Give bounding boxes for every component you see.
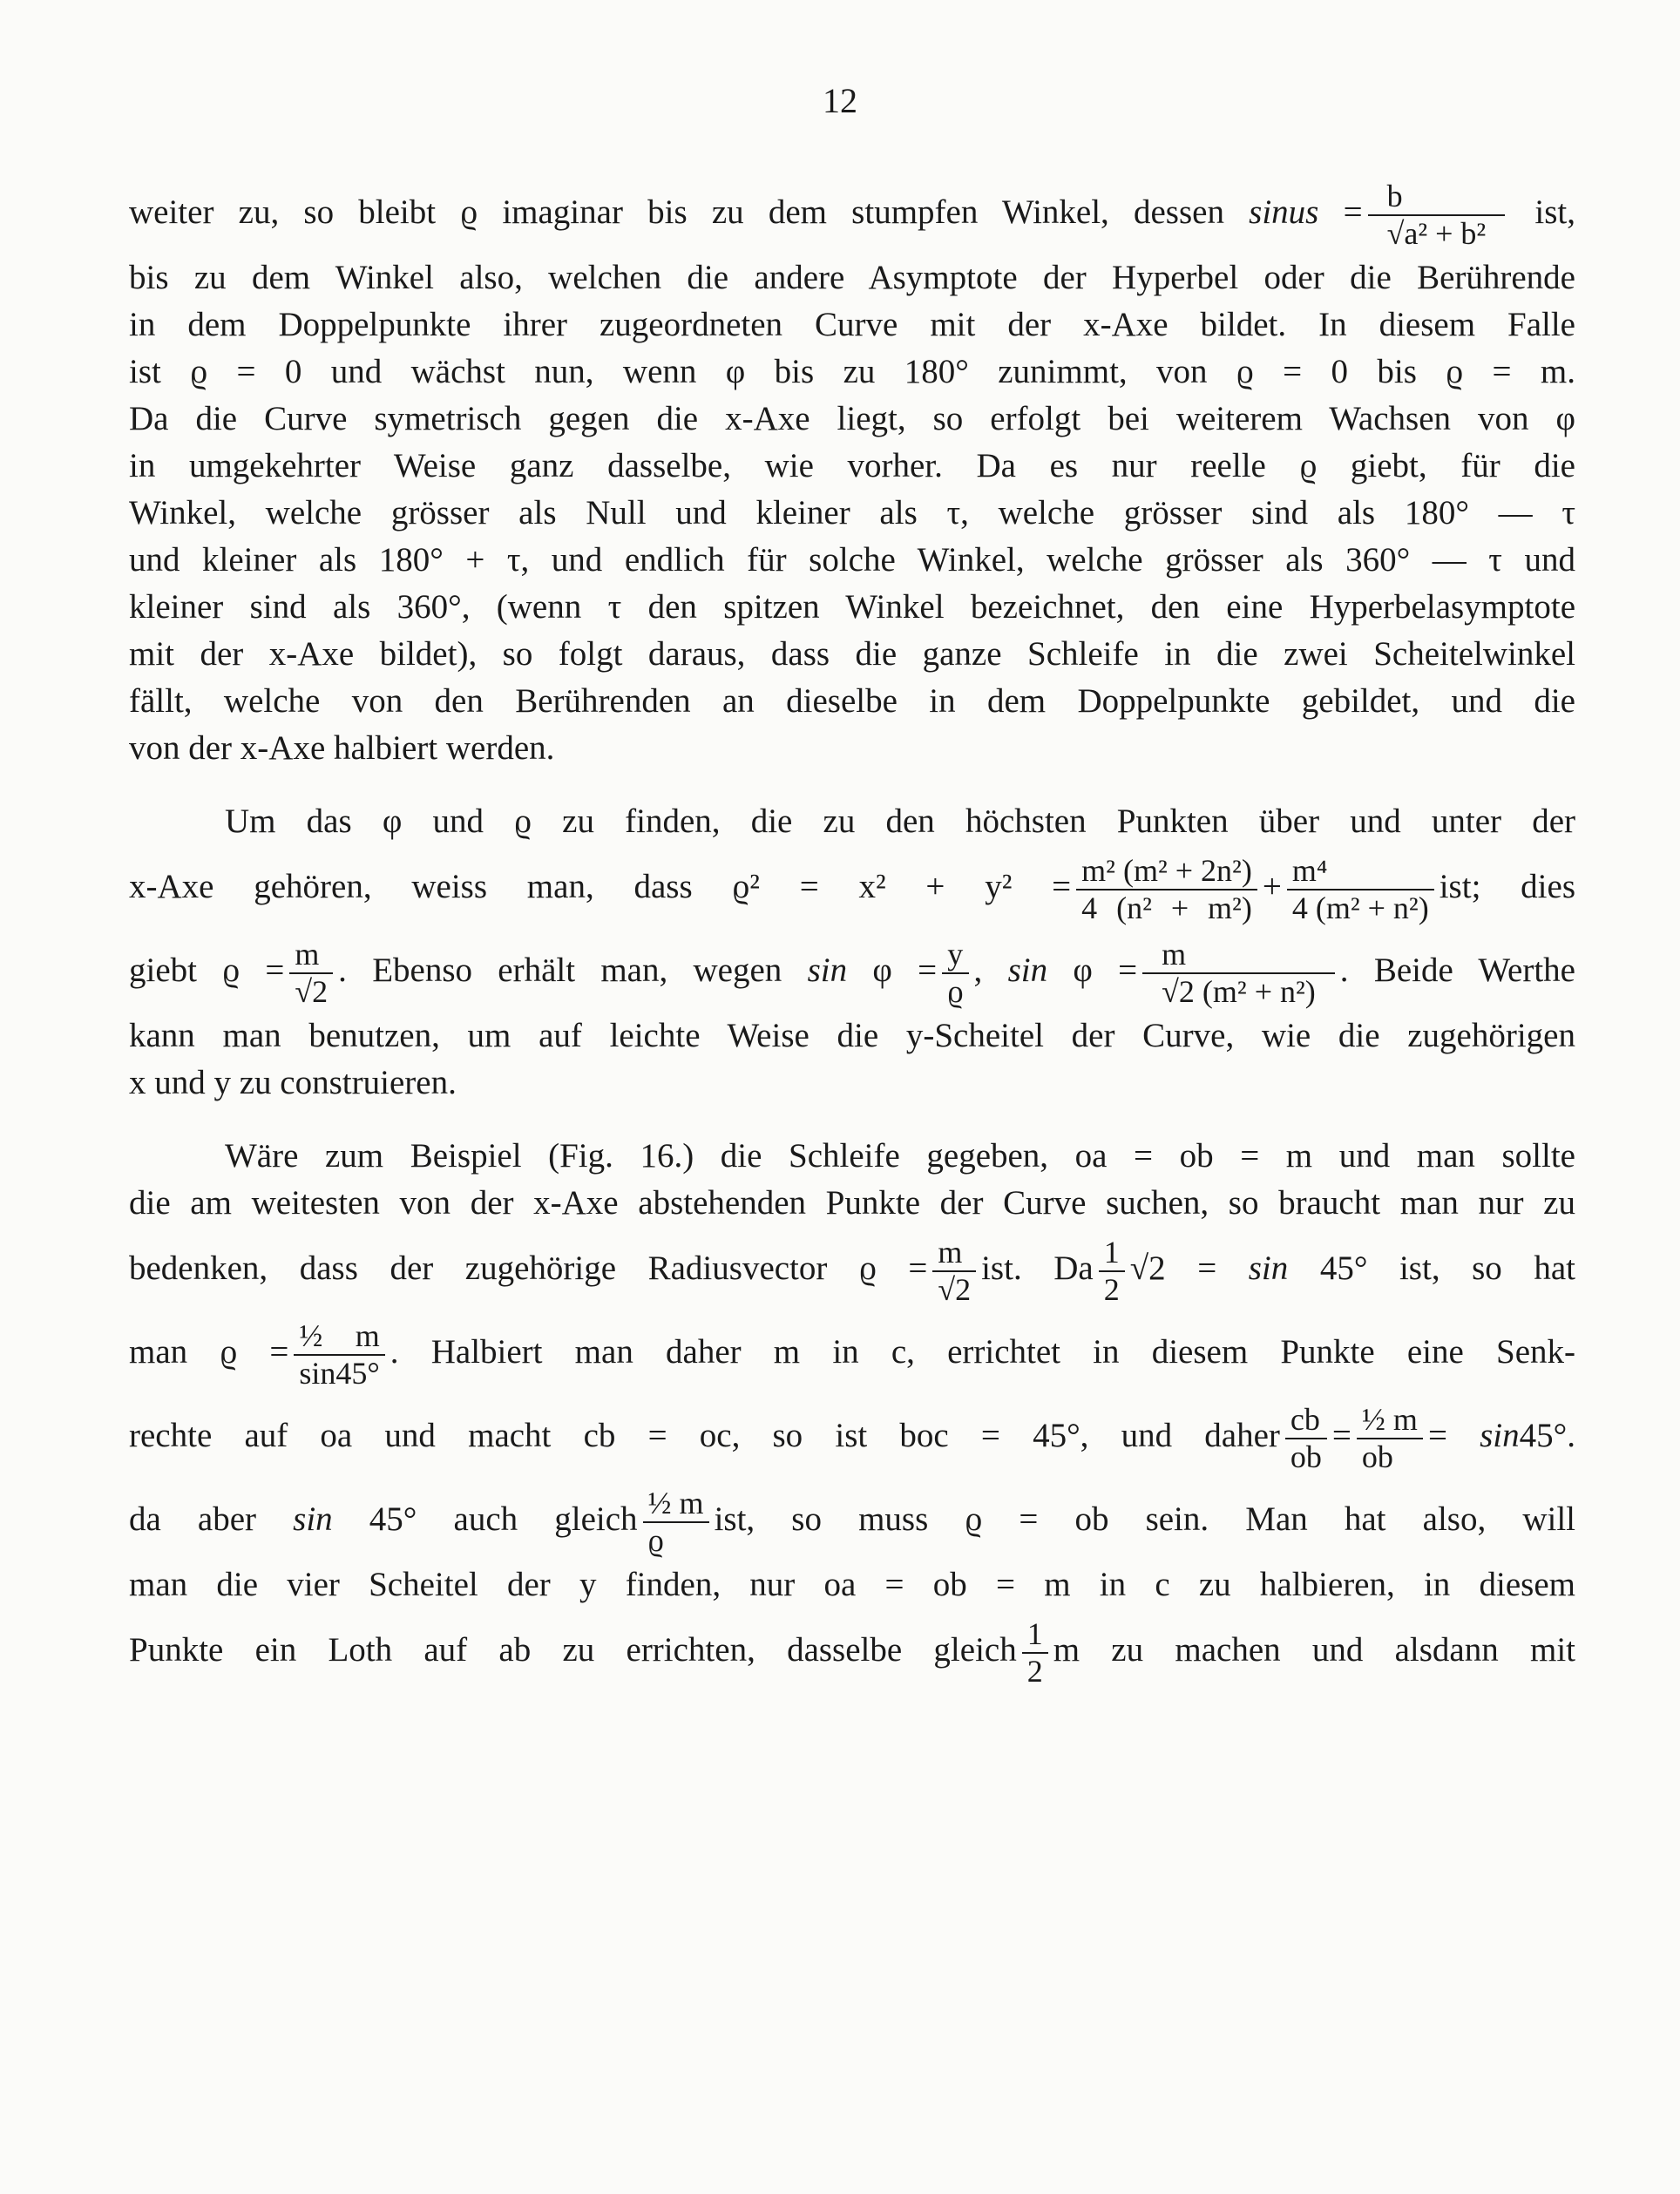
line-10: mit der x-Axe bildet), so folgt daraus, dass die ganze Schleife in die zwei Scheitelwinkel — [129, 635, 1575, 673]
page-number: 12 — [823, 81, 857, 120]
line-18: Wäre zum Beispiel (Fig. 16.) die Schleife gegeben, oa = ob = m und man sollte — [225, 1137, 1575, 1175]
fraction-half: $\frac{1}{2}$ — [1022, 1616, 1048, 1690]
line-14: x-Axe gehören, weiss man, dass ϱ² = x² + y² = $\frac{\text{m² (m² + 2n²)}}{\text{4 (n² + m²)}}$ + $\frac{\text{m⁴}}{\text{4 (m² + n²)}}$ ist; dies — [129, 852, 1575, 926]
line-11: fällt, welche von den Berührenden an dieselbe in dem Doppelpunkte gebildet, und die — [129, 682, 1575, 720]
line-4: ist ϱ = 0 und wächst nun, wenn φ bis zu 180° zunimmt, von ϱ = 0 bis ϱ = m. — [129, 353, 1575, 390]
line-7: Winkel, welche grösser als Null und kleiner als τ, welche grösser sind als 180° — τ — [129, 494, 1575, 532]
fraction-cb-over-ob: $\frac{cb}{ob}$ — [1285, 1402, 1327, 1476]
line-12: von der x-Axe halbiert werden. — [129, 729, 555, 767]
fraction-rho-squared-1: $\frac{\text{m² (m² + 2n²)}}{\text{4 (n² + m²)}}$ — [1076, 853, 1257, 927]
fraction-half-m-over-rho: $\frac{\text{½ m}}{ϱ}$ — [643, 1486, 709, 1560]
line-9: kleiner sind als 360°, (wenn τ den spitzen Winkel bezeichnet, den eine Hyperbelasymptote — [129, 588, 1575, 626]
line-3: in dem Doppelpunkte ihrer zugeordneten Curve mit der x-Axe bildet. In diesem Falle — [129, 306, 1575, 343]
line-16: kann man benutzen, um auf leichte Weise die y-Scheitel der Curve, wie die zugehörigen — [129, 1017, 1575, 1054]
line-6: in umgekehrter Weise ganz dasselbe, wie vorher. Da es nur reelle ϱ giebt, für die — [129, 447, 1575, 484]
line-17: x und y zu construieren. — [129, 1064, 457, 1101]
fraction-y-over-rho: $\frac{y}{ϱ}$ — [942, 937, 968, 1011]
line-23: da aber sin 45° auch gleich $\frac{\text{½ m}}{ϱ}$ ist, so muss ϱ = ob sein. Man hat also, will — [129, 1485, 1575, 1559]
fraction-half-m-over-sin45: $\frac{\text{½ m}}{\sin 45^\circ}$ — [294, 1318, 384, 1392]
line-20: bedenken, dass der zugehörige Radiusvector ϱ = $\frac{m}{√2}$ ist. Da $\frac{1}{2}$ √2 = sin 45° ist, so hat — [129, 1234, 1575, 1308]
fraction-one-half: $\frac{1}{2}$ — [1099, 1235, 1125, 1309]
line-19: die am weitesten von der x-Axe abstehenden Punkte der Curve suchen, so braucht man nur zu — [129, 1184, 1575, 1222]
line-21: man ϱ = $\frac{\text{½ m}}{\sin 45^\circ}$ . Halbiert man daher m in c, errichtet in diesem Punkte eine Senk- — [129, 1317, 1575, 1392]
line-2: bis zu dem Winkel also, welchen die andere Asymptote der Hyperbel oder die Berührende — [129, 259, 1575, 296]
fraction-m-over-root2mn: $\frac{m}{\text{√2 (m² + n²)}}$ — [1142, 937, 1335, 1011]
line-15: giebt ϱ = $\frac{m}{√2}$ . Ebenso erhält man, wegen sin φ = $\frac{y}{ϱ}$ , sin φ = $\frac{m}{\text{√2 (m² + n²)}}$ . Beide Werthe — [129, 936, 1575, 1010]
line-24: man die vier Scheitel der y finden, nur oa = ob = m in c zu halbieren, in diesem — [129, 1566, 1575, 1603]
line-5: Da die Curve symetrisch gegen die x-Axe liegt, so erfolgt bei weiterem Wachsen von φ — [129, 400, 1575, 437]
fraction-rho-squared-2: $\frac{\text{m⁴}}{\text{4 (m² + n²)}}$ — [1287, 853, 1434, 927]
fraction-radiusvector: $\frac{m}{√2}$ — [932, 1235, 976, 1309]
line-22: rechte auf oa und macht cb = oc, so ist boc = 45°, und daher $\frac{cb}{ob}$ = $\frac{\text{½ m}}{ob}$ = sin45°. — [129, 1401, 1575, 1475]
line-1: weiter zu, so bleibt ϱ imaginar bis zu dem stumpfen Winkel, dessen sinus = $\frac{b}{\text{√a² + b²}}$ ist, — [129, 178, 1575, 252]
line-25: Punkte ein Loth auf ab zu errichten, dasselbe gleich $\frac{1}{2}$ m zu machen und alsdann mit — [129, 1615, 1575, 1690]
body-text — [129, 171, 1575, 1692]
line-13: Um das φ und ϱ zu finden, die zu den höchsten Punkten über und unter der — [225, 802, 1575, 840]
line-8: und kleiner als 180° + τ, und endlich für solche Winkel, welche grösser als 360° — τ und — [129, 541, 1575, 579]
fraction-m-over-root2: $\frac{m}{√2}$ — [289, 937, 333, 1011]
fraction-b-over-root: $\frac{b}{\text{√a² + b²}}$ — [1368, 179, 1506, 253]
fraction-half-m-over-ob: $\frac{\text{½ m}}{ob}$ — [1357, 1402, 1423, 1476]
